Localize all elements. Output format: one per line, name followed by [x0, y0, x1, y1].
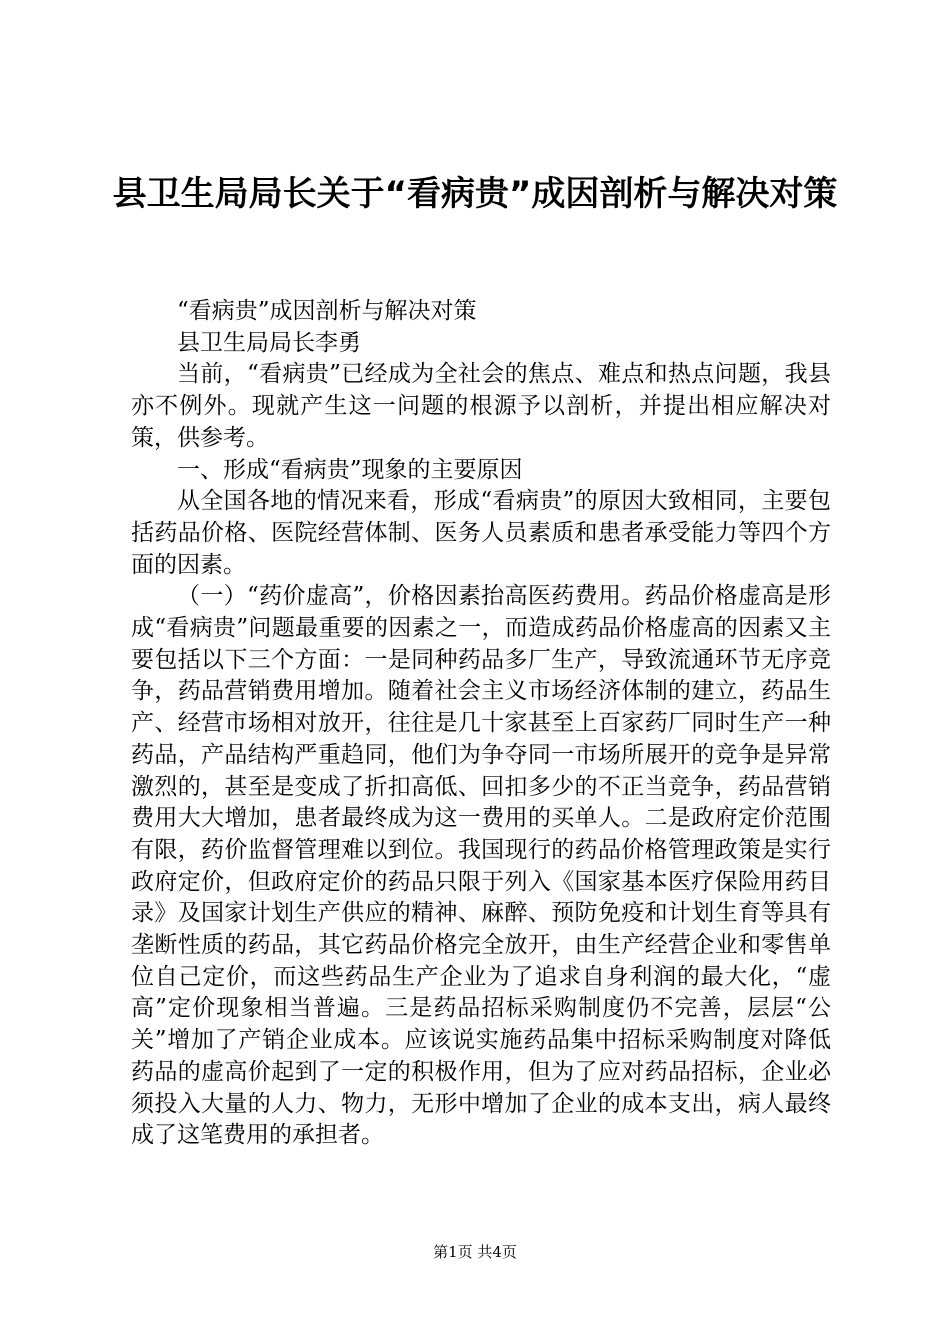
body-paragraph: 从全国各地的情况来看，形成“看病贵”的原因大致相同，主要包括药品价格、医院经营体制、医务人员素质和患者承受能力等四个方面的因素。: [131, 488, 831, 578]
body-paragraph: （一）“药价虚高”，价格因素抬高医药费用。药品价格虚高是形成“看病贵”问题最重要的因素之一，而造成药品价格虚高的因素又主要包括以下三个方面：一是同种药品多厂生产，导致流通环节无序竞争，药品营销费用增加。随着社会主义市场经济体制的建立，药品生产、经营市场相对放开，往往是几十家甚至上百家药厂同时生产一种药品，产品结构严重趋同，他们为争夺同一市场所展开的竞争是异常激烈的，甚至是变成了折扣高低、回扣多少的不正当竞争，药品营销费用大大增加，患者最终成为这一费用的买单人。二是政府定价范围有限，药价监督管理难以到位。我国现行的药品价格管理政策是实行政府定价，但政府定价的药品只限于列入《国家基本医疗保险用药目录》及国家计划生产供应的精神、麻醉、预防免疫和计划生育等具有垄断性质的药品，其它药品价格完全放开，由生产经营企业和零售单位自己定价，而这些药品生产企业为了追求自身利润的最大化，“虚高”定价现象相当普遍。三是药品招标采购制度仍不完善，层层“公关”增加了产销企业成本。应该说实施药品集中招标采购制度对降低药品的虚高价起到了一定的积极作用，但为了应对药品招标，企业必须投入大量的人力、物力，无形中增加了企业的成本支出，病人最终成了这笔费用的承担者。: [131, 583, 831, 1149]
author-line: 县卫生局局长李勇: [177, 329, 361, 356]
section-heading: 一、形成“看病贵”现象的主要原因: [177, 456, 523, 483]
page-footer: 第1页 共4页: [433, 1243, 517, 1261]
intro-paragraph: 当前，“看病贵”已经成为全社会的焦点、难点和热点问题，我县亦不例外。现就产生这一问题的根源予以剖析，并提出相应解决对策，供参考。: [131, 361, 831, 451]
subtitle: “看病贵”成因剖析与解决对策: [177, 298, 477, 324]
document-body: [131, 296, 831, 1152]
document-title: 县卫生局局长关于“看病贵”成因剖析与解决对策: [112, 174, 838, 214]
